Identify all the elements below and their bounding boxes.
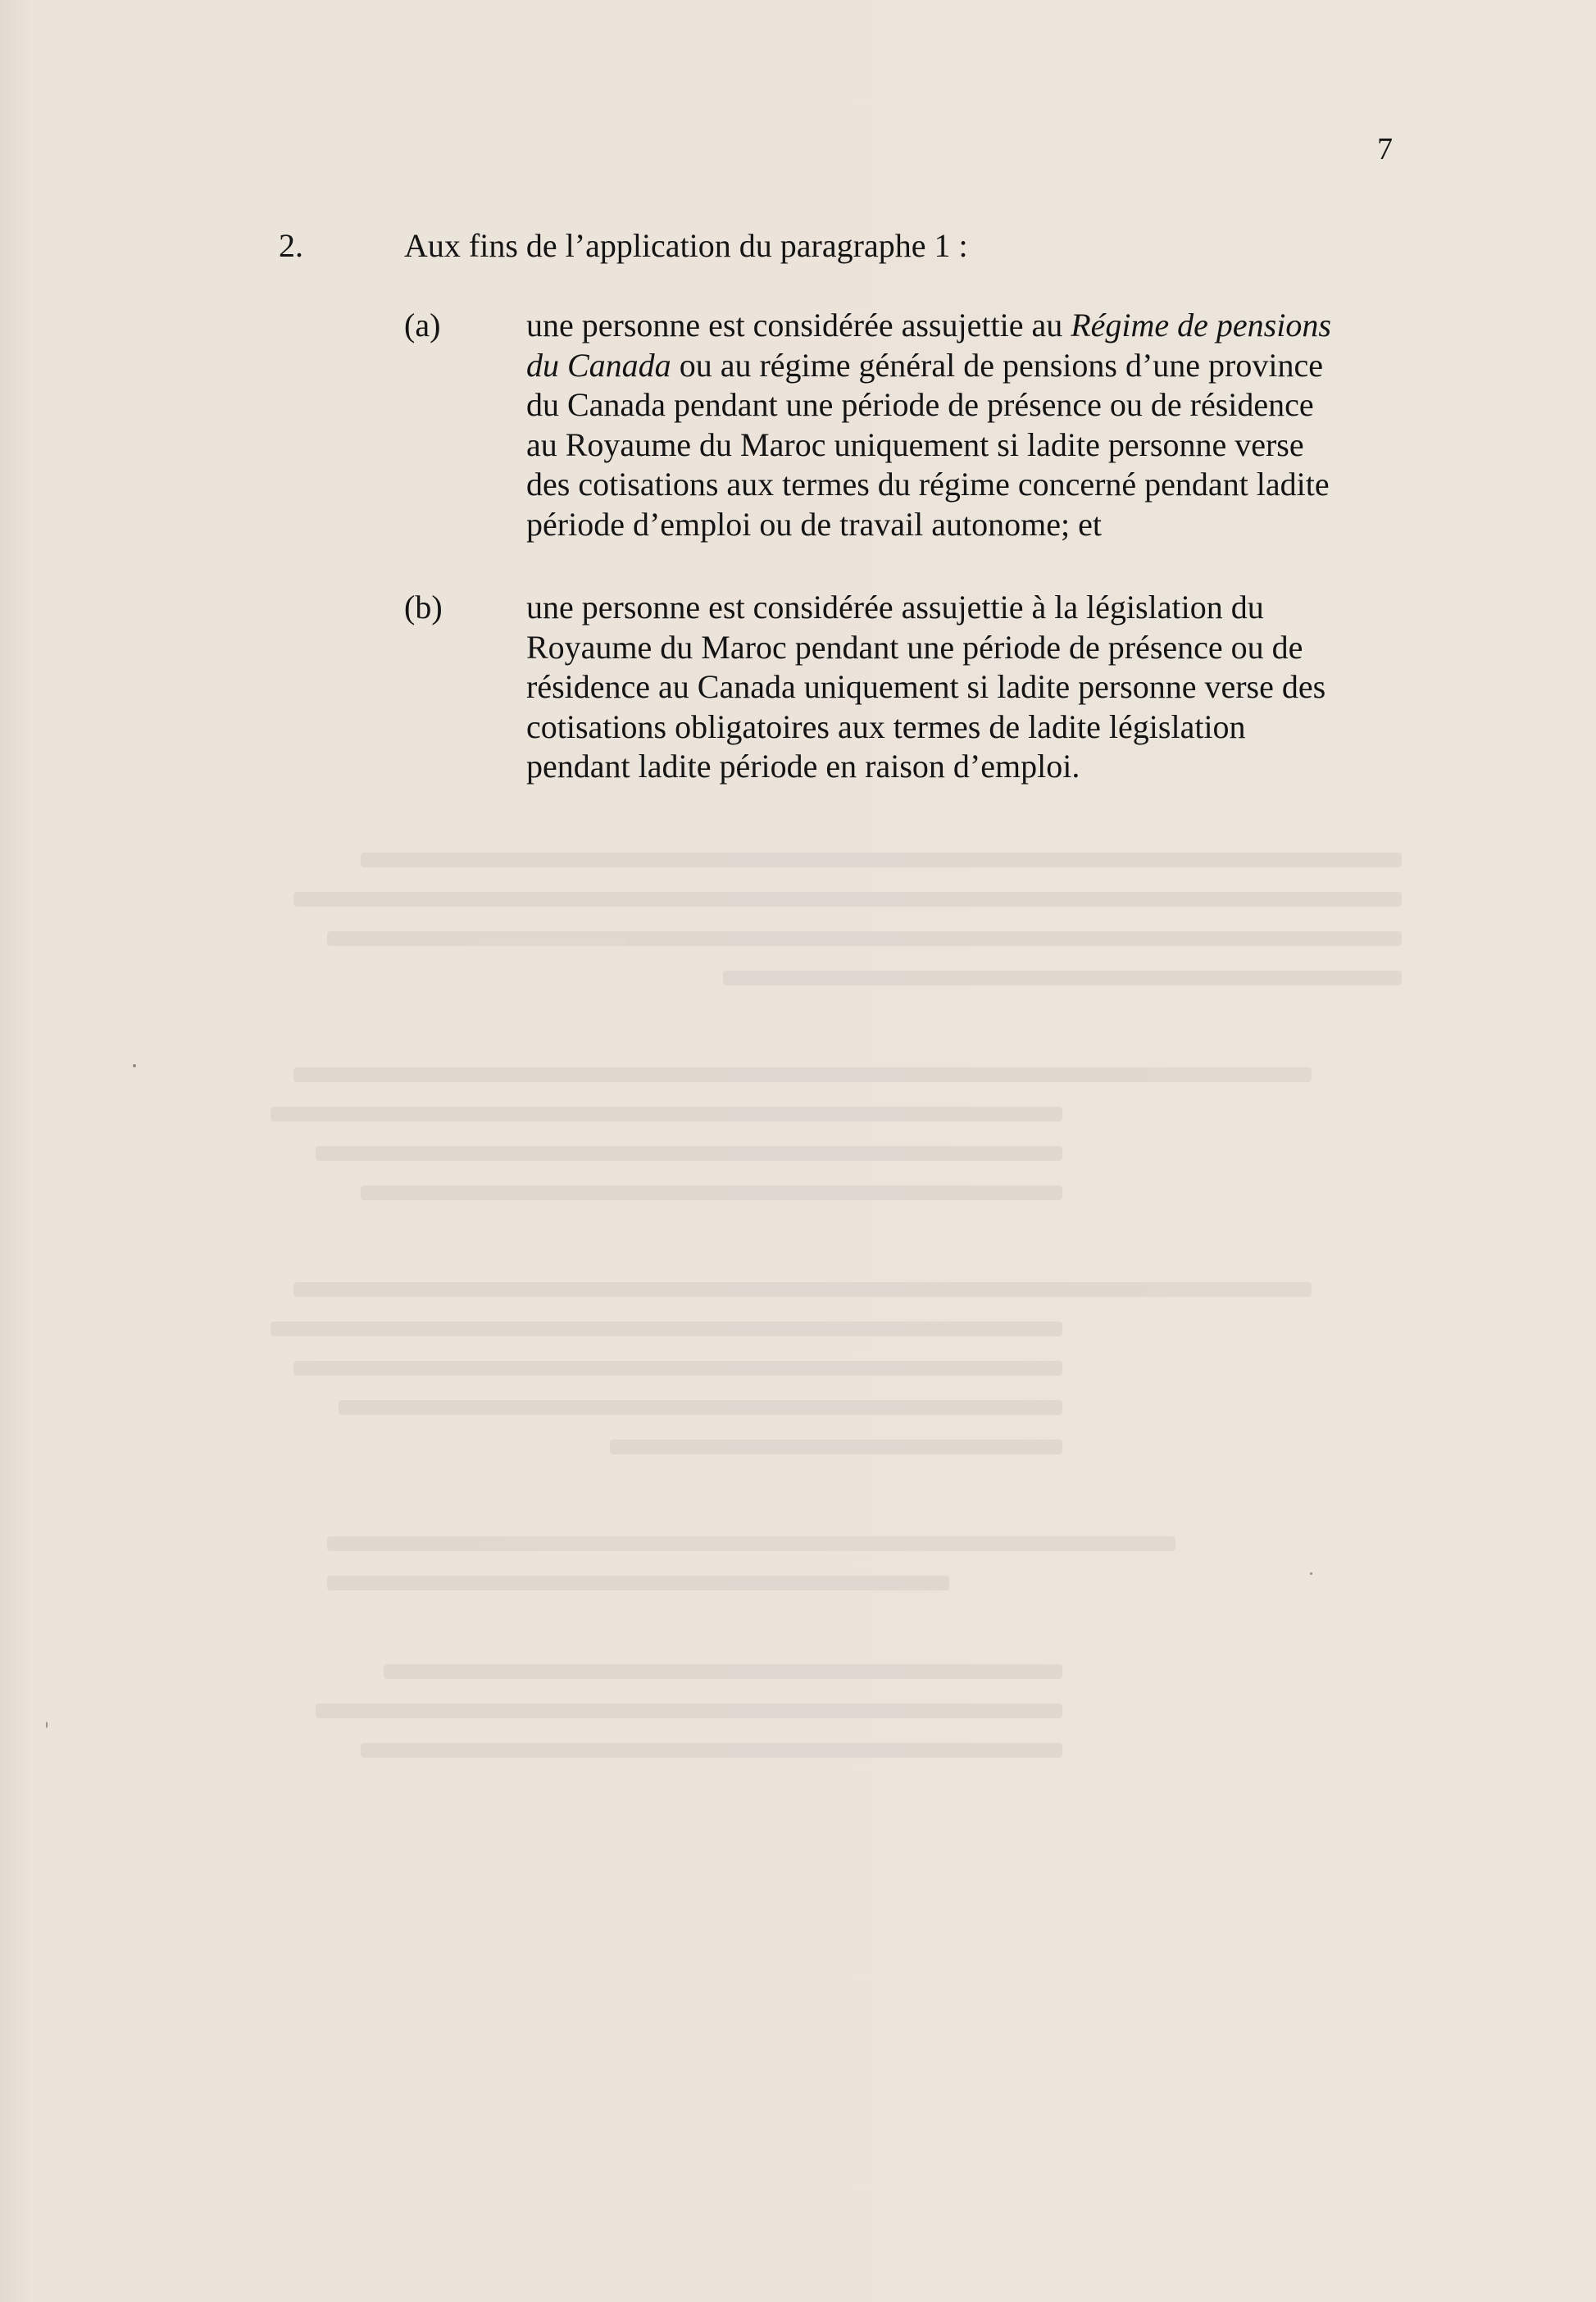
page-number: 7: [1377, 132, 1393, 166]
item-a-line-3: du Canada pendant une période de présence ou de résidence: [526, 386, 1314, 423]
item-a-line-1: une personne est considérée assujettie au Régime de pensions: [526, 307, 1331, 343]
item-a-line-4: au Royaume du Maroc uniquement si ladite personne verse: [526, 425, 1304, 463]
item-a-line-5: des cotisations aux termes du régime concerné pendant ladite: [526, 466, 1330, 503]
item-text-a: [526, 306, 1395, 544]
section-heading: Aux fins de l’application du paragraphe 1 :: [404, 227, 968, 264]
item-b-line-5: pendant ladite période en raison d’emploi.: [526, 748, 1080, 785]
item-b-line-2: Royaume du Maroc pendant une période de présence ou de: [526, 628, 1303, 666]
item-b-line-1: une personne est considérée assujettie à la législation du: [526, 589, 1264, 626]
paper-speck: [1310, 1572, 1312, 1575]
item-b-line-4: cotisations obligatoires aux termes de ladite législation: [526, 707, 1246, 745]
item-a-line-2: du Canada ou au régime général de pensions d’une province: [526, 346, 1323, 384]
item-label-a: (a): [404, 307, 441, 343]
item-label-b: (b): [404, 589, 443, 626]
item-a-line-6: période d’emploi ou de travail autonome; et: [526, 505, 1102, 543]
paper-speck: [46, 1722, 48, 1728]
item-text-b: [526, 588, 1395, 787]
item-b-line-3: résidence au Canada uniquement si ladite personne verse des: [526, 668, 1326, 705]
section-number: 2.: [279, 227, 303, 264]
reverse-side-bleed-through: [271, 828, 1402, 1959]
paper-speck: [133, 1064, 136, 1067]
